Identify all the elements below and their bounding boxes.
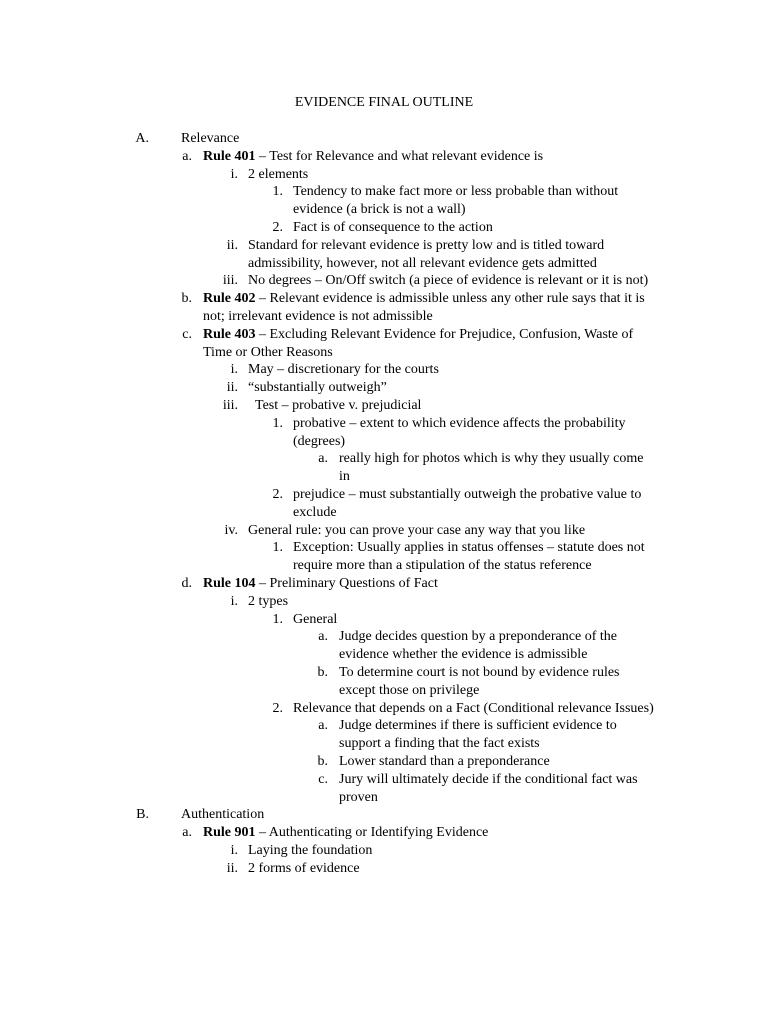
outline-item-level-1 <box>0 326 768 362</box>
outline-marker: ii. <box>226 380 238 396</box>
outline-text <box>248 593 656 611</box>
outline-text-body: Relevance that depends on a Fact (Conditional relevance Issues) <box>293 700 654 716</box>
outline-text <box>203 824 656 842</box>
outline-item-level-4 <box>0 450 768 486</box>
outline-text-body: General rule: you can prove your case any way that you like <box>248 522 586 538</box>
outline-text-body: – Relevant evidence is admissible unless any other rule says that it is not; irrelevant evidence is not admissible <box>203 291 649 324</box>
outline-item-level-2 <box>0 522 768 540</box>
outline-item-level-3 <box>0 219 768 237</box>
outline-text <box>293 611 656 629</box>
outline-text <box>248 237 656 273</box>
rule-number: Rule 403 <box>203 326 256 342</box>
outline-text <box>293 415 656 451</box>
outline-marker: b. <box>317 665 328 680</box>
outline-text-body: Exception: Usually applies in status offenses – statute does not require more than a stipulation of the status reference <box>293 540 649 574</box>
outline-item-level-2 <box>0 166 768 184</box>
outline-item-level-4 <box>0 753 768 771</box>
outline-text-body: 2 elements <box>248 166 309 182</box>
outline-marker: a. <box>182 148 192 164</box>
outline-item-level-3 <box>0 486 768 522</box>
outline-marker: 1. <box>272 540 283 556</box>
outline-text-body: – Preliminary Questions of Fact <box>255 576 438 591</box>
outline-text <box>248 272 656 290</box>
outline-marker: 2. <box>272 487 283 502</box>
outline-item-level-3 <box>0 539 768 575</box>
outline-text <box>339 771 656 807</box>
outline-item-level-4 <box>0 717 768 753</box>
outline-text-body: To determine court is not bound by evidence rules except those on privilege <box>339 665 623 698</box>
outline-marker: 1. <box>272 415 283 431</box>
outline-text <box>339 450 656 486</box>
outline-marker: A. <box>135 131 149 146</box>
outline-marker: B. <box>136 807 149 823</box>
outline-text-body: Judge decides question by a preponderance of the evidence whether the evidence is admissible <box>339 629 621 663</box>
outline-text <box>203 290 656 326</box>
outline-marker: a. <box>182 825 192 841</box>
outline-item-level-4 <box>0 664 768 700</box>
outline-text-body: Judge determines if there is sufficient evidence to support a finding that the fact exists <box>339 718 621 752</box>
outline-text-body: May – discretionary for the courts <box>248 362 439 378</box>
outline-text <box>339 664 656 700</box>
outline-text <box>293 219 656 237</box>
outline-marker: ii. <box>226 237 238 253</box>
outline-text-body: Authentication <box>181 807 265 823</box>
outline-text-body: really high for photos which is why they usually come in <box>339 451 647 485</box>
outline-text-body: – Test for Relevance and what relevant evidence is <box>255 148 544 164</box>
outline-text <box>181 806 656 824</box>
outline-item-level-2 <box>0 593 768 611</box>
outline-item-level-2 <box>0 272 768 290</box>
outline-text-body: Relevance <box>181 131 240 146</box>
outline-marker: a. <box>318 451 328 467</box>
outline-text-body: No degrees – On/Off switch (a piece of evidence is relevant or it is not) <box>248 273 649 289</box>
outline-marker: 1. <box>272 184 283 200</box>
outline-marker: d. <box>181 576 192 591</box>
outline-text <box>248 397 656 415</box>
outline-marker: c. <box>182 326 192 342</box>
outline-text <box>203 575 656 593</box>
outline-text <box>293 183 656 219</box>
outline-text <box>248 842 656 860</box>
outline-item-level-2 <box>0 379 768 397</box>
outline-text <box>181 130 656 148</box>
outline-item-level-1 <box>0 290 768 326</box>
outline-text <box>203 326 656 362</box>
outline-marker: iii. <box>222 398 238 413</box>
outline-text <box>203 148 656 166</box>
rule-number: Rule 401 <box>203 148 256 164</box>
outline-marker: b. <box>317 754 328 769</box>
outline-text <box>293 700 656 718</box>
outline-marker: i. <box>230 843 238 858</box>
outline-marker: b. <box>181 291 192 307</box>
outline-item-level-1 <box>0 148 768 166</box>
outline-text <box>339 717 656 753</box>
outline-text <box>293 486 656 522</box>
outline-text <box>248 860 656 878</box>
outline-item-level-4 <box>0 771 768 807</box>
outline-item-level-2 <box>0 237 768 273</box>
outline-text-body: Jury will ultimately decide if the conditional fact was proven <box>339 771 642 805</box>
rule-number: Rule 402 <box>203 291 256 307</box>
outline-text-body: – Authenticating or Identifying Evidence <box>255 825 489 841</box>
document-title: EVIDENCE FINAL OUTLINE <box>294 95 474 110</box>
outline-text-body: Test – probative v. prejudicial <box>248 398 422 413</box>
outline-text-body: General <box>293 611 338 627</box>
rule-number: Rule 901 <box>203 825 256 841</box>
outline-text <box>248 166 656 184</box>
outline-item-level-1 <box>0 824 768 842</box>
outline-marker: a. <box>318 718 328 734</box>
outline-marker: ii. <box>226 860 238 876</box>
outline-text-body: prejudice – must substantially outweigh the probative value to exclude <box>293 487 645 520</box>
outline-item-level-4 <box>0 628 768 664</box>
outline-text <box>339 753 656 771</box>
outline-text-body: Fact is of consequence to the action <box>293 220 493 235</box>
outline-item-level-0 <box>0 130 768 148</box>
outline-marker: iv. <box>224 522 238 538</box>
outline-item-level-2 <box>0 842 768 860</box>
outline-text-body: Lower standard than a preponderance <box>339 754 550 769</box>
outline-marker: 1. <box>272 611 283 627</box>
outline-marker: i. <box>230 166 238 182</box>
outline-item-level-2 <box>0 397 768 415</box>
outline-text <box>293 539 656 575</box>
outline-text <box>248 379 656 397</box>
rule-number: Rule 104 <box>203 576 256 591</box>
outline-item-level-2 <box>0 361 768 379</box>
outline-marker: 2. <box>272 220 283 235</box>
outline-text <box>248 361 656 379</box>
outline-item-level-3 <box>0 700 768 718</box>
outline-text-body: – Excluding Relevant Evidence for Prejudice, Confusion, Waste of Time or Other Reasons <box>203 326 637 360</box>
outline-text-body: Laying the foundation <box>248 843 373 858</box>
outline-item-level-2 <box>0 860 768 878</box>
outline-item-level-0 <box>0 806 768 824</box>
outline-text-body: “substantially outweigh” <box>248 380 387 396</box>
outline-text-body: probative – extent to which evidence affects the probability (degrees) <box>293 415 630 449</box>
outline-text-body: Tendency to make fact more or less probable than without evidence (a brick is not a wall) <box>293 184 622 218</box>
outline-marker: 2. <box>272 700 283 716</box>
outline-text-body: 2 types <box>248 593 289 609</box>
outline-marker: a. <box>318 629 328 645</box>
outline-marker: c. <box>318 771 328 787</box>
outline-text <box>339 628 656 664</box>
outline-text-body: Standard for relevant evidence is pretty low and is titled toward admissibility, however, not all relevant evidence gets admitted <box>248 237 608 271</box>
outline-text-body: 2 forms of evidence <box>248 860 360 876</box>
outline-item-level-3 <box>0 415 768 451</box>
outline-item-level-3 <box>0 611 768 629</box>
outline-item-level-3 <box>0 183 768 219</box>
outline-marker: iii. <box>222 273 238 289</box>
outline-marker: i. <box>230 362 238 378</box>
outline-item-level-1 <box>0 575 768 593</box>
outline-text <box>248 522 656 540</box>
outline-marker: i. <box>230 593 238 609</box>
